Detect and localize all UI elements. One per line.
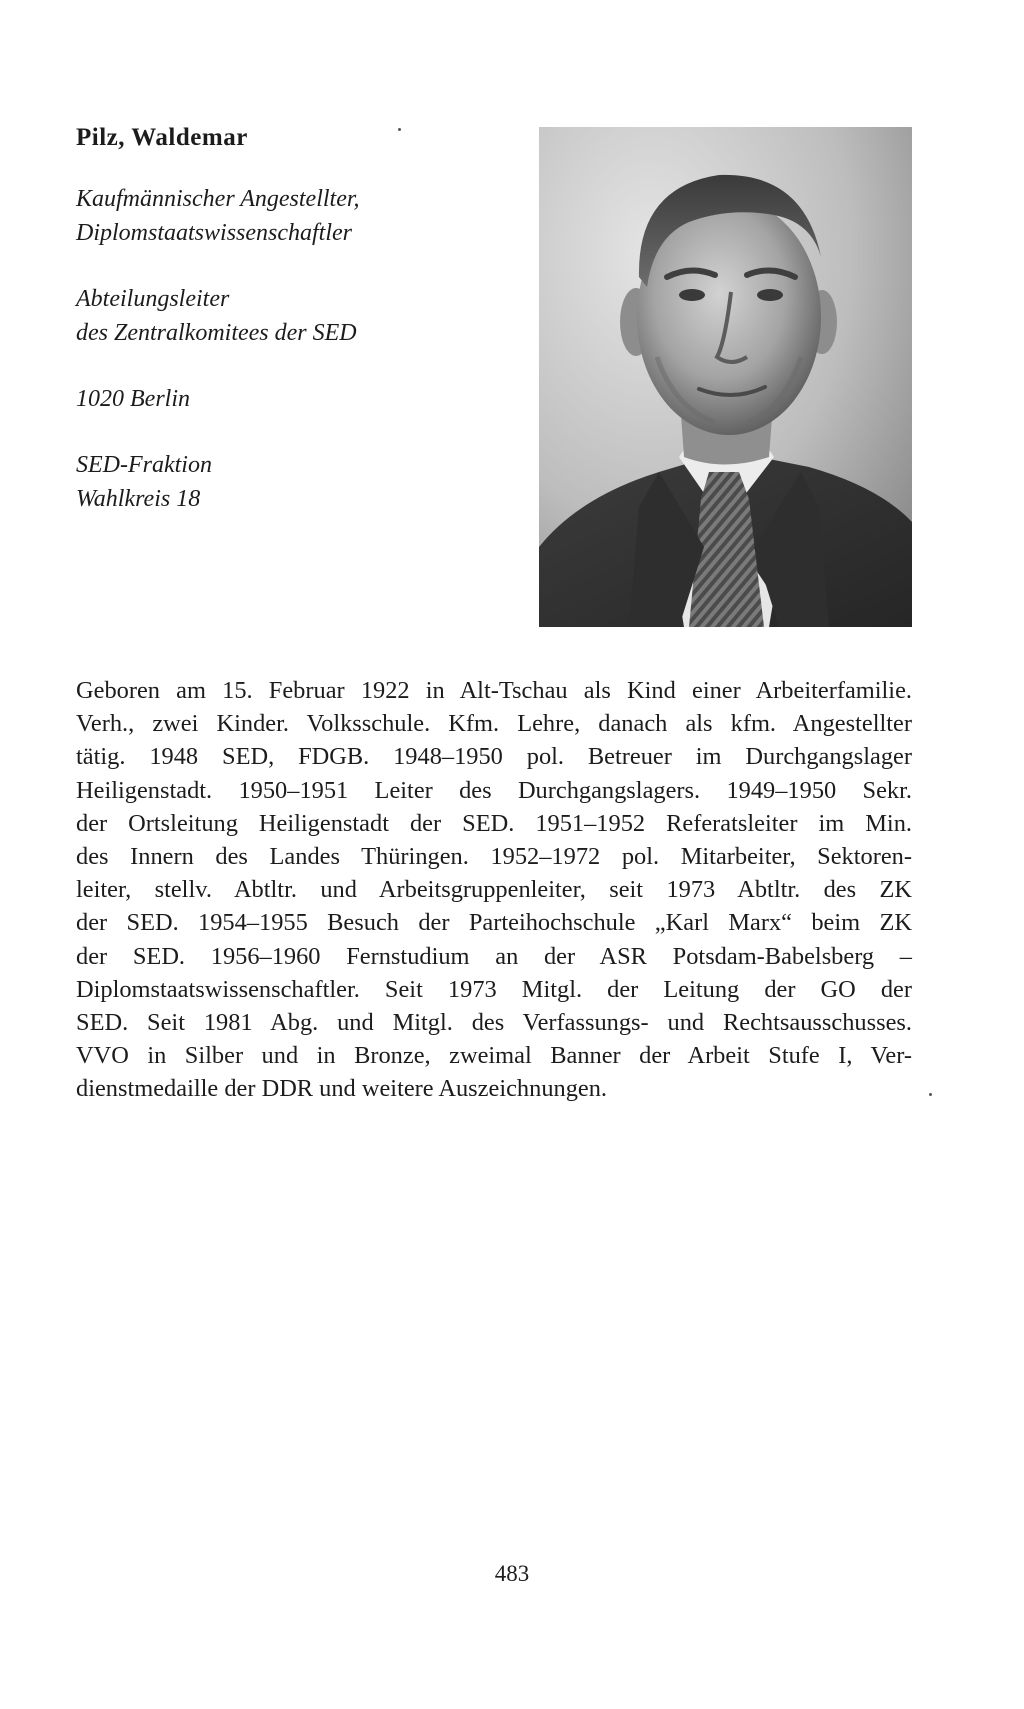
print-speck <box>929 1093 932 1096</box>
position <box>76 282 506 350</box>
position-line: des Zentralkomitees der SED <box>76 320 357 346</box>
biography-line: tätig. 1948 SED, FDGB. 1948–1950 pol. Betreuer im Durchgangslager <box>76 743 912 771</box>
print-speck <box>398 128 401 131</box>
biography-line: Diplomstaatswissenschaftler. Seit 1973 Mitgl. der Leitung der GO der <box>76 975 912 1003</box>
address-line: 1020 Berlin <box>76 386 190 412</box>
biography-line: SED. Seit 1981 Abg. und Mitgl. des Verfassungs- und Rechtsausschusses. <box>76 1009 912 1037</box>
biography-line: des Innern des Landes Thüringen. 1952–1972 pol. Mitarbeiter, Sektoren- <box>76 843 912 871</box>
address <box>76 382 506 416</box>
position-line: Abteilungsleiter <box>76 286 230 312</box>
biography-line: der Ortsleitung Heiligenstadt der SED. 1951–1952 Referatsleiter im Min. <box>76 809 912 837</box>
faction-line: SED-Fraktion <box>76 452 212 478</box>
biography-line: der SED. 1954–1955 Besuch der Parteihochschule „Karl Marx“ beim ZK <box>76 909 912 937</box>
profession-line: Kaufmännischer Angestellter, <box>76 186 360 212</box>
biography-line: VVO in Silber und in Bronze, zweimal Banner der Arbeit Stufe I, Ver- <box>76 1042 912 1070</box>
constituency-line: Wahlkreis 18 <box>76 486 201 512</box>
profession <box>76 182 506 250</box>
faction <box>76 448 506 516</box>
portrait-image <box>539 127 912 627</box>
biography-line: leiter, stellv. Abtltr. und Arbeitsgruppenleiter, seit 1973 Abtltr. des ZK <box>76 876 912 904</box>
biography-line: Geboren am 15. Februar 1922 in Alt-Tschau als Kind einer Arbeiterfamilie. <box>76 677 912 704</box>
biography-line: Heiligenstadt. 1950–1951 Leiter des Durchgangslagers. 1949–1950 Sekr. <box>76 776 912 804</box>
page-number: 483 <box>494 1561 530 1586</box>
profession-line: Diplomstaatswissenschaftler <box>76 220 353 246</box>
biography <box>76 674 912 1106</box>
biography-line: dienstmedaille der DDR und weitere Auszeichnungen. <box>76 1075 608 1103</box>
person-details <box>76 182 506 516</box>
biography-line: Verh., zwei Kinder. Volksschule. Kfm. Lehre, danach als kfm. Angestellter <box>76 710 912 738</box>
biography-line: der SED. 1956–1960 Fernstudium an der ASR Potsdam-Babelsberg – <box>76 942 912 970</box>
person-name: Pilz, Waldemar <box>76 124 248 151</box>
portrait-photo <box>539 127 912 627</box>
